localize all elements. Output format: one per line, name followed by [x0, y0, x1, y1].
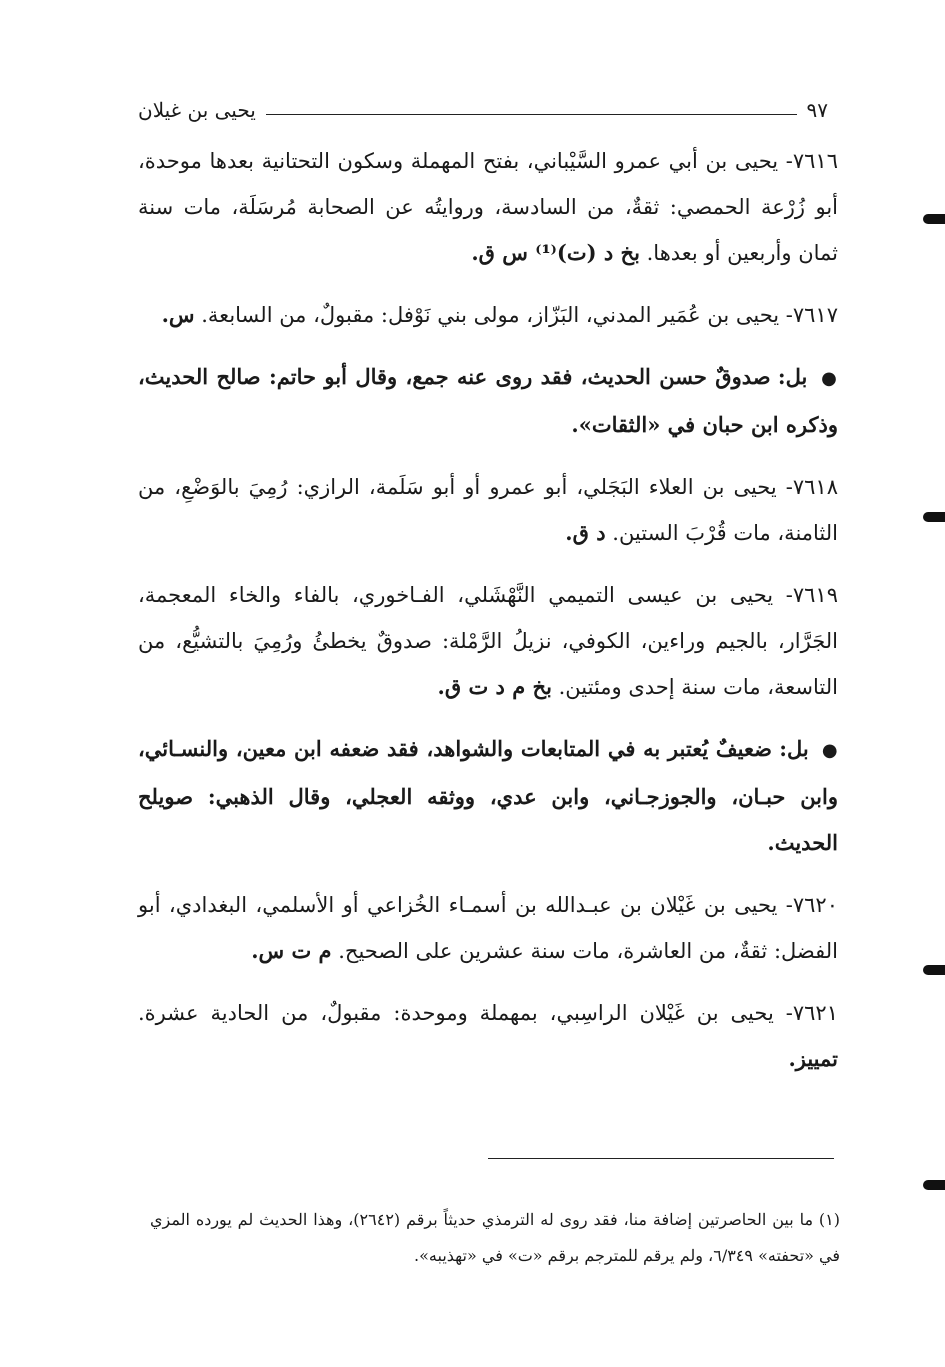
page-edge-mark — [923, 1180, 945, 1190]
bullet-icon: ● — [821, 740, 838, 761]
note-text: بل: ضعيفٌ يُعتبر به في المتابعات والشواهد، فقد ضعفه ابن معين، والنسـائي، وابن حبـان، والجوزجـاني، وابن عدي، ووثقه العجلي، وقال الذهبي: صويلح الحديث. — [138, 736, 838, 855]
entry-text: ٧٦١٨- يحيى بن العلاء البَجَلي، أبو عمرو أو أبو سَلَمة، الرازي: رُمِيَ بالوَضْعِ، من الثامنة، مات قُرْبَ الستين. — [138, 475, 838, 545]
entry-7618 — [138, 464, 838, 556]
bullet-icon: ● — [821, 368, 838, 389]
entry-7619 — [138, 572, 838, 710]
page-number: ٩٧ — [806, 98, 828, 122]
entry-text: ٧٦١٧- يحيى بن عُمَير المدني، البَزّاز، مولى بني نَوْفل: مقبولٌ، من السابعة. — [201, 303, 838, 327]
entry-text: ٧٦١٩- يحيى بن عيسى التميمي النَّهْشَلي، الفـاخوري، بالفاء والخاء المعجمة، الجَرَّار، بالجيم وراءين، الكوفي، نزيلُ الرَّمْلة: صدوقٌ يخطئُ ورُمِيَ بالتشيُّع، من التاسعة، مات سنة إحدى ومئتين. — [138, 583, 838, 699]
entry-symbols: تمييز. — [788, 1046, 838, 1071]
entry-text: ٧٦٢١- يحيى بن غَيْلان الراسِبي، بمهملة وموحدة: مقبولٌ، من الحادية عشرة. — [138, 1001, 838, 1025]
entry-7621 — [138, 990, 838, 1082]
footnote — [150, 1202, 840, 1274]
entry-text: ٧٦١٦- يحيى بن أبي عمرو السَّيْباني، بفتح المهملة وسكون التحتانية بعدها موحدة، أبو زُرْعة الحمصي: ثقةٌ، من السادسة، وروايتُه عن الصحابة مُرسَلَة، مات سنة ثمان وأربعين أو بعدها. — [138, 149, 838, 265]
entry-7616 — [138, 138, 838, 276]
footnote-text: (١) ما بين الحاصرتين إضافة منا، فقد روى له الترمذي حديثاً برقم (٢٦٤٢)، وهذا الحديث لم يورده المزي في «تحفته» ٦/٣٤٩، ولم يرقم للمترجم برقم «ت» في «تهذيبه». — [150, 1210, 841, 1265]
entry-7617 — [138, 292, 838, 338]
editor-note-7617 — [138, 354, 838, 448]
header-title: يحيى بن غيلان — [138, 98, 256, 122]
footnote-rule — [488, 1158, 834, 1159]
note-text: بل: صدوقٌ حسن الحديث، فقد روى عنه جمع، وقال أبو حاتم: صالح الحديث، وذكره ابن حبان في «الثقات». — [138, 364, 838, 437]
entry-symbols: س. — [161, 302, 195, 327]
header-rule — [266, 114, 797, 115]
entry-text: ٧٦٢٠- يحيى بن غَيْلان بن عبـدالله بن أسمـاء الخُزاعي أو الأسلمي، البغدادي، أبو الفضل: ثقةٌ، من العاشرة، مات سنة عشرين على الصحيح. — [138, 893, 838, 963]
entry-symbols: بخ د (ت)⁽¹⁾ س ق. — [471, 240, 640, 265]
entry-symbols: م ت س. — [251, 938, 332, 963]
entry-symbols: بخ م د ت ق. — [437, 674, 552, 699]
entry-symbols: د ق. — [565, 520, 606, 545]
entry-7620 — [138, 882, 838, 974]
page-edge-mark — [923, 512, 945, 522]
page-edge-mark — [923, 214, 945, 224]
page-edge-mark — [923, 965, 945, 975]
editor-note-7619 — [138, 726, 838, 866]
running-header — [138, 92, 828, 122]
main-text — [138, 138, 838, 1098]
